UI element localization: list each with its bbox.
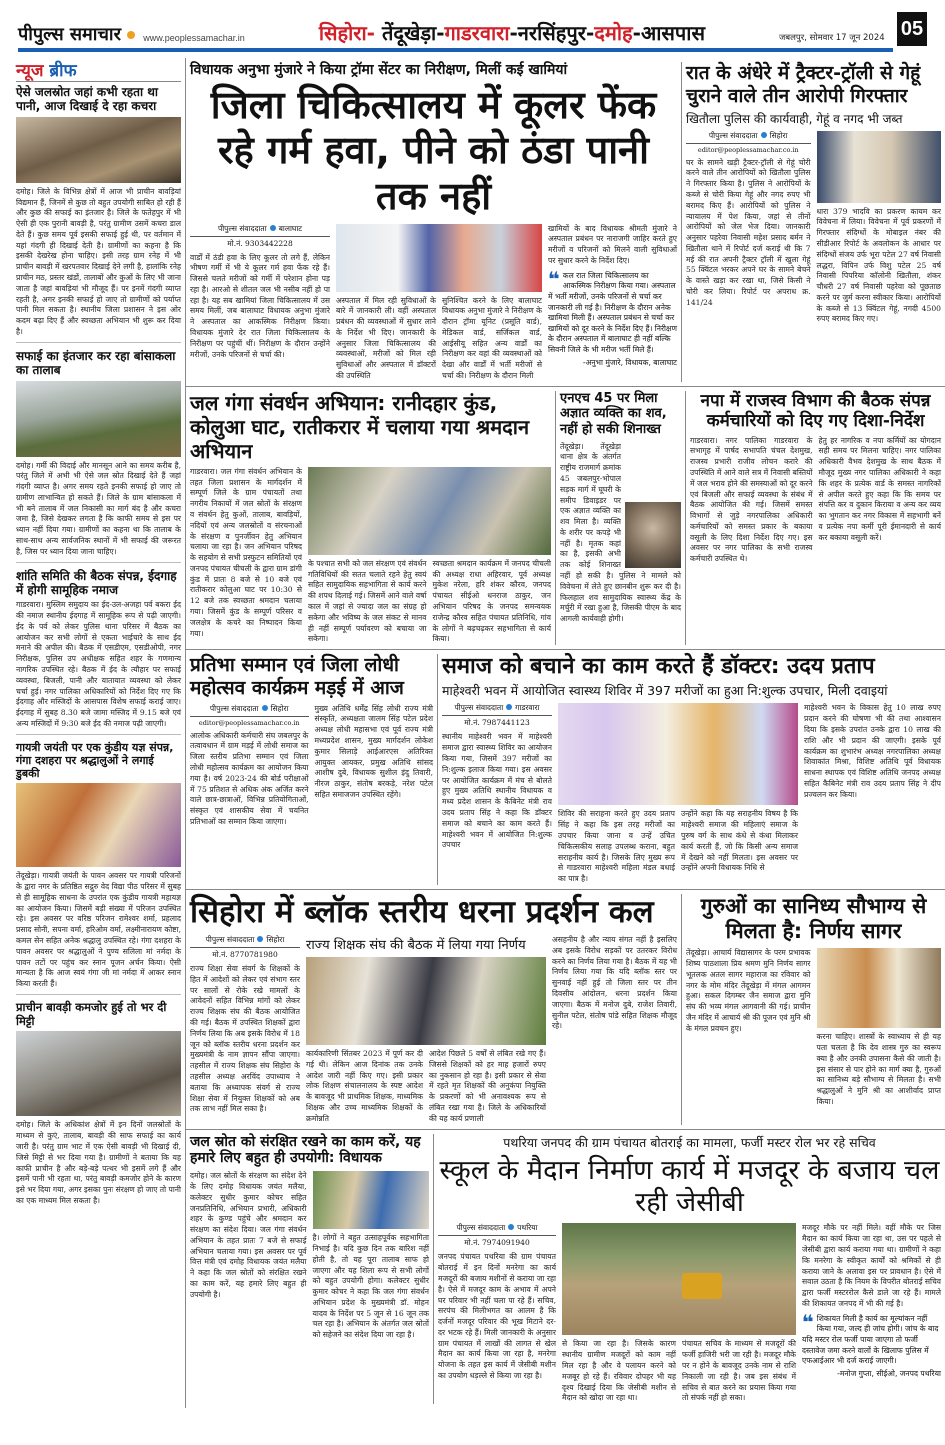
tractor-story: [682, 62, 945, 382]
article-body: गाडरवारा। नगर पालिका गाडरवारा के सभागृह में पार्षद सभापति चंचल देशमुख, राजस्व प्रभारी राजीव लोचन करारे की उपस्थिति में आने वाले सत्र में निवासी बस्तियों में जल भराव होने की समस्याओं को दूर करने एवं बिजली और सफाई व्यवस्था के संबंध में बैठक आयोजित की गई। जिसमें समस्त विभागों से जुड़े नगरपालिका अधिकारी कर्मचारियों को समस्त प्रकार के बकाया वसूली के लिए दिशा निर्देश दिए गए। इस अवसर पर नगर पालिका के सभी राजस्व कर्मचारी उपस्थित थे।: [690, 435, 813, 564]
article-body: पंचायत सचिव के माध्यम से मजदूरों की फर्जी हाजिरी भरी जा रही है। मजदूर मौके पर न होने के बावजूद उनके नाम से राशि निकाली जा रही है। जब इस संबंध में सचिव से बात करने का प्रयास किया गया तो संपर्क नहीं हो सका।: [682, 1339, 796, 1403]
samaj-story: [438, 654, 945, 885]
reporter: पीपुल्स संवाददाता: [209, 703, 259, 713]
quote-text: कल रात जिला चिकित्सालय का आकस्मिक निरीक्षण किया गया। अस्पताल में भर्ती मरीजों, उनके परिजनों से चर्चा कर जानकारी ली गई है। निरीक्षण के दौरान अनेक खामियां मिली हैं। अस्पताल प्रबंधन से चर्चा कर खामियों को दूर करने के निर्देश दिए हैं। निरीक्षण के दौरान अस्पताल में बालाघाट ही नहीं बल्कि सिवनी जिले के भी मरीज भर्ती मिले हैं।: [548, 270, 677, 355]
row: [186, 1130, 945, 1408]
brief-label-brief: ब्रीफ: [49, 61, 77, 81]
masthead: [0, 0, 945, 52]
article-body: घर के सामने खड़ी ट्रैक्टर-ट्रॉली से गेहूं चोरी करने वाले तीन आरोपियों को खितौला पुलिस ने गिरफ्तार किया है। पुलिस ने आरोपियों के कब्जे से चोरी किया गेहूं और नगद रुपए भी बरामद किए हैं। आरोपियों को पुलिस ने न्यायालय में पेश किया, जहां से तीनों आरोपियों को जेल भेज दिया। जानकारी अनुसार पहरेवा निवासी महेश प्रसाद बर्मन ने खितौला थाने में रिपोर्ट दर्ज कराई थी कि 7 मई की रात अपनी ट्रैक्टर ट्रॉली में खुला गेहूं 55 क्विंटल भरकर अपने घर के सामने बेचने के वास्ते खड़ा कर रखा था, जिसे किसी ने चोरी कर लिया। रिपोर्ट पर अपराध क्र. 141/24: [686, 157, 811, 307]
region-part: दमोह: [594, 21, 633, 45]
teachers-meeting-photo: [306, 957, 546, 1045]
school-kicker: पथरिया जनपद की ग्राम पंचायत बोतराई का मामला, फर्जी मस्टर रोल भर रहे सचिव: [503, 1134, 876, 1150]
bullet-icon: [506, 704, 512, 710]
column: [336, 224, 542, 382]
quote-attribution: -मनोज गुप्ता, सीईओ, जनपद पथरिया: [837, 1368, 941, 1378]
dharna-subhead: राज्य शिक्षक संघ की बैठक में लिया गया निर्णय: [306, 938, 526, 954]
pratibha-story: [186, 654, 438, 885]
guruon-headline: गुरुओं का सानिध्य सौभाग्य से मिलता है: निर्णय सागर: [700, 893, 927, 944]
pond-photo: [16, 381, 181, 457]
mobile-number: मो.नं. 8770781980: [212, 950, 278, 960]
column: [306, 935, 546, 1124]
pull-quote: [548, 266, 677, 369]
brief-body: गाडरवारा। मुस्लिम समुदाय का ईद-उल-अजहा पर्व बकरा ईद की नमाज स्थानीय ईदगाह में सामूहिक रूप से पढ़ी जाएगी। ईद के पर्व को लेकर पुलिस थाना परिसर में बैठक का आयोजन कर सभी लोगों से एकता भाईचारे के साथ ईद मनाने की अपील की। बैठक में एसडीएम, एसडीओपी, नगर निरीक्षक, पुलिस उप अधीक्षक सहित शहर के गणमान्य नागरिक उपस्थित रहे। बैठक में ईद के त्यौहार पर सफाई व्यवस्था, बिजली, पानी और यातायात व्यवस्था को लेकर चर्चा हुई। नगर पालिका अधिकारियों को निर्देश दिए गए कि ईदगाह और मस्जिदों के आसपास विशेष सफाई कराई जाए। ईदगाह में सुबह 8.30 बजे जामा मस्जिद में 9.15 बजे एवं अन्य मस्जिदों में 9:30 बजे ईद की नमाज पढ़ी जाएगी।: [16, 600, 181, 728]
dharna-story: [186, 894, 682, 1125]
place: सिहोरा: [266, 935, 285, 945]
region-part: तेंदूखेड़ा-: [374, 21, 445, 45]
brief-headline: सफाई का इंतजार कर रहा बांसाकला का तालाब: [16, 348, 176, 378]
website-link[interactable]: www.peoplessamachar.in: [143, 33, 245, 43]
article-body: स्वच्छता श्रमदान कार्यक्रम में जनपद चीचली की अध्यक्ष राधा अहिरवार, पूर्व अध्यक्ष मुकेश नरेला, हरि शंकर कौरव, जनपद पंचायत सीईओ धनराज ठाकुर, जन अभियान परिषद के जनपद समन्वयक राजेन्द्र कौरव सहित पंचायत प्रतिनिधि, गांव के लोगों ने बढ़चढ़कर सहभागिता से कार्य किया।: [432, 558, 551, 644]
dateline: जबलपुर, सोमवार 17 जून 2024: [779, 33, 885, 43]
mobile-number: मो.नं. 7974091940: [464, 1238, 530, 1248]
mobile-number: मो.नं. 9303442228: [227, 238, 293, 248]
guruon-story: [682, 894, 945, 1125]
brief-item: [16, 1001, 181, 1211]
bullet-icon: [257, 936, 263, 942]
article-body: खामियों के बाद विधायक श्रीमती मुंजारे ने अस्पताल प्रबंधन पर नाराजगी जाहिर करते हुए मरीजों व परिजनों को मिलने वाली सुविधाओं पर सुधार करने के निर्देश दिए।: [548, 223, 677, 265]
jal-srot-story: [186, 1134, 434, 1404]
pratibha-headline: प्रतिभा सम्मान एवं जिला लोधी महोत्सव कार्यक्रम मड़ई में आज: [190, 654, 404, 699]
brief-headline: प्राचीन बावड़ी कमजोर हुई तो भर दी मिट्टी: [16, 999, 167, 1028]
seized-wheat-photo: [817, 131, 942, 203]
napa-story: [686, 391, 945, 645]
news-brief-column: [16, 58, 186, 1408]
byline: [686, 131, 811, 144]
article-body: कार्यकारिणी सिंतबर 2023 में पूर्ण कर दी गई थी। लेकिन आज दिनांक तक उनके आदेश जारी नहीं किए गए। इसी प्रकार लोक शिक्षण संचालनालय के स्पष्ट आदेश के बावजूद भी प्राथमिक शिक्षक, माध्यमिक शिक्षक और उच्च माध्यमिक शिक्षकों के क्रमोन्नति: [306, 1049, 423, 1123]
nh45-headline: एनएच 45 पर मिला अज्ञात व्यक्ति का शव, नहीं हो सकी शिनाख्त: [560, 390, 667, 438]
logo-emblem-icon: [127, 31, 135, 39]
column: [817, 948, 942, 1107]
article-body: दमोह। जल स्रोतों के संरक्षण का संदेश देने के लिए दमोह विधायक जयंत मलैया, कलेक्टर सुधीर कुमार कोचर सहित जनप्रतिनिधि, अभियान प्रभारी, अधिकारी शहर के कुण्ड पहुंचे और श्रमदान कर संरक्षण का संदेश दिया। जल गंगा संवर्धन अभियान के तहत प्रातः 7 बजे से सफाई अभियान चलाया गया। इस अवसर पर पूर्व वित्त मंत्री एवं दमोह विधायक जयंत मलैया ने कहा कि जल स्रोतों को संरक्षित रखने का काम करें, यह हमारे लिए बहुत ही उपयोगी है।: [190, 1171, 307, 1299]
column: [190, 224, 330, 382]
place: सिहोरा: [270, 703, 289, 713]
shramdaan-photo: [308, 467, 551, 555]
reporter: पीपुल्स संवाददाता: [217, 223, 267, 233]
reporter: पीपुल्स संवाददाता: [708, 130, 758, 140]
region-title: [253, 19, 771, 46]
column: [313, 1171, 430, 1341]
article-body: उन्होंने कहा कि यह सराहनीय विषय है कि माहेश्वरी समाज की महिलाएं समाज के पुरुष वर्ग के साथ कंधे से कंधा मिलाकर कार्य करती हैं, जो कि किसी अन्य समाज में देखने को नहीं मिलता। इस अवसर पर उन्होंने अपनी विधायक निधि से: [681, 809, 798, 873]
article-body: माहेश्वरी भवन के विकास हेतु 10 लाख रुपए प्रदान करने की घोषणा भी की तथा आश्वासन दिया कि इसके उपरांत उनके द्वारा 10 लाख की राशि और भी प्रदान की जाएगी। इसके पूर्व कार्यक्रम का शुभारंभ अध्यक्ष नगरपालिका अध्यक्ष शिवाकांत मिश्रा, विशिष्ट अतिथि पूर्व विधायक साधना स्थापक एवं विशिष्ट अतिथि जनपद अध्यक्ष सहित कैबिनेट मंत्री राव उदय प्रताप सिंह ने दीप प्रज्वलन कर किया।: [804, 703, 941, 799]
article-body: है। लोगों ने बहुत उत्साहपूर्वक सहभागिता निभाई है। यदि कुछ दिन तक बारिश नहीं होती है, तो यह पूरा तालाब साफ हो जाएगा और यह शिला रूप से सभी लोगों को बहुत उपयोगी होगा। कलेक्टर सुधीर कुमार कोचर ने कहा कि जल गंगा संवर्धन अभियान प्रदेश के मुख्यमंत्री डॉ. मोहन यादव के निर्देश पर 5 जून से 16 जून तक चल रहा है। अभियान के अंतर्गत जल स्रोतों को सहेजने का संदेश दिया जा रहा है।: [312, 1233, 429, 1340]
column: [562, 1223, 796, 1404]
mla-shramdaan-photo: [313, 1171, 430, 1229]
place: सिहोरा: [769, 130, 788, 140]
brief-body: तेंदूखेड़ा। गायत्री जयंती के पावन अवसर पर गायत्री परिजनों के द्वारा नगर के प्रतिष्ठित सद्गुरु वेद विद्या पीठ परिसर में सुबह से ही सामूहिक साधना के उपरांत एक कुंडीय गायत्री महायज्ञ का आयोजन किया। जिसमें बड़ी संख्या में परिजन उपस्थित रहे। इस अवसर पर वरिष्ठ परिजन रामेश्वर शर्मा, प्रहलाद प्रसाद सोनी, सपना वर्मा, हरिओम वर्मा, लक्ष्मीनारायण कोष्टा, कमल सेन सहित अनेक श्रद्धालु उपस्थित रहे। गंगा दशहरा के पावन अवसर पर श्रद्धालुओं ने पुण्य सलिला मां नर्मदा के पावन तटों पर पहुंच कर स्नान पूजन अर्चन किया। ऐसी मान्यता है कि आज स्वयं गंगा जी मां नर्मदा में आकर स्नान किया करती हैं।: [16, 871, 181, 989]
hospital-inspection-photo: [336, 224, 542, 292]
brief-item: [16, 85, 181, 343]
header-rule: [18, 48, 893, 52]
pull-quote: [802, 1309, 941, 1380]
stepwell-photo: [16, 117, 181, 183]
article-body: जनपद पंचायत पथरिया की ग्राम पंचायत बोतराई में इन दिनों मनरेगा का कार्य मजदूरों की बजाय मशीनों से कराया जा रहा है। ऐसे में मजदूर काम के अभाव में अपने घर परिवार भी नहीं चला पा रहे हैं। सचिव, सरपंच की मिलीभगत का आलम है कि दर्जनों मजदूर परिवार की भूख मिटाने दर-दर भटक रहे हैं। मिली जानकारी के अनुसार ग्राम पंचायत में लाखों की लागत से खेल मैदान का कार्य किया जा रहा है, मनरेगा योजना के तहत इस कार्य में जेसीबी मशीन का उपयोग धड़ल्ले से किया जा रहा है।: [438, 1252, 556, 1380]
yagna-photo: [16, 783, 181, 867]
brief-headline: गायत्री जयंती पर एक कुंडीय यज्ञ संपन्न, गंगा दशहरा पर श्रद्धालुओं ने लगाई डुबकी: [16, 740, 174, 781]
article-body: धारा 379 भादवि का प्रकरण कायम कर विवेचना में लिया। विवेचना में पूर्व प्रकरणों में गिरफ्तार संदिग्धों के मोबाइल नंबर की सीडीआर रिपोर्ट के अवलोकन के आधार पर संदिग्धों संजय उर्फ भूरा पटेल 27 वर्ष निवासी लद्धरा, विपिन उर्फ विशु पटेल 25 वर्ष निवासी पिपरिया कॉलोनी खितौला, शंकर चौधरी 27 वर्ष निवासी पहरेवा को पूछताछ करने पर जुर्म करना स्वीकार किया। आरोपियों के कब्जे से 13 क्विंटल गेहूं, नगदी 4500 रुपए बरामद किए गए।: [816, 206, 941, 324]
brief-body: दमोह। जिले के विभिन्न क्षेत्रों में आज भी प्राचीन बावड़ियां विद्यमान हैं, जिनमें से कुछ तो बहुत उपयोगी साबित हो रही हैं और कुछ की सफाई का इंतजार है। जिले के फतेहपुर में भी ऐसी ही एक पुरानी बावड़ी है, परंतु ग्रामीण उसमें कचरा डाल देते हैं। कुछ समय पूर्व इसकी सफाई हुई थी, पर वर्तमान में यहां गंदगी ही दिखाई देती है। ग्रामीणों का कहना है कि इसकी देखरेख होना चाहिए। इसी तरह ग्राम रनेह में भी प्राचीन बावड़ी में खरपतवार दिखाई देने लगी है, हालांकि रनेह प्राचीन मठ, प्रस्तर खंडों, तालाबों और कुओं के लिए भी जाना जाता है जहां बावड़ियां भी मौजूद हैं। पर इनमें गंदगी व्याप्त रहती है, अगर इनकी सफाई हो जाए तो ग्रामीणों को पर्याप्त पानी मिल सकता है। स्थानीय जिला प्रशासन ने इस ओर कदम बढ़ा दिए हैं और स्वच्छता अभियान भी शुरू कर दिया है।: [16, 186, 181, 336]
column: [190, 935, 300, 1124]
quote-text: शिकायत मिली है कार्य का मूल्यांकन नहीं किया गया, जल्द ही जांच होगी। जांच के बाद यदि मस्टर रोल फर्जी पाया जाएगा तो फर्जी दस्तावेज जमा करने वालों के खिलाफ पुलिस में एफआईआर भी दर्ज कराई जाएगी।: [802, 1313, 939, 1366]
article-body: मुख्य अतिथि धर्मेंद्र सिंह लोधी राज्य मंत्री संस्कृति, अध्यक्षता जालम सिंह पटेल प्रदेश अध्यक्ष लोधी महासभा एवं पूर्व राज्य मंत्री मध्यप्रदेश शासन, मुख्य मार्गदर्शन लोकेश कुमार सिलाड़े आईआरएस अतिरिक्त आयुक्त आयकर, प्रमुख अतिथि सांसद आशीष दुबे, विधायक सुशील इंदु तिवारी, नीरज ठाकुर, संतोष बरकड़े, नरेश पटेल सहित समाजजन उपस्थित रहेंगे।: [314, 703, 433, 799]
row: [186, 890, 945, 1130]
article-body: के पश्चात सभी को जल संरक्षण एवं संवर्धन गतिविधियों की सतत चलाते रहने हेतु स्वयं सहित सामुदायिक सहभागिता से कार्य करने की शपथ दिलाई गई। जिसमें आने वाले वर्षा काल में जहां से ज्यादा जल का संग्रह हो सकेगा और भविष्य के जल संकट से मानव ही नहीं सम्पूर्ण पर्यावरण को बचाया जा सकेगा।: [308, 558, 427, 644]
email-link[interactable]: editor@peoplessamachar.co.in: [697, 145, 799, 154]
reporter: पीपुल्स संवाददाता: [456, 1223, 506, 1233]
place: बालाघाट: [278, 223, 303, 233]
reporter: पीपुल्स संवाददाता: [454, 703, 504, 713]
quote-attribution: -अनुभा मुंजारे, विधायक, बालाघाट: [582, 357, 677, 367]
top-story-kicker: विधायक अनुभा मुंजारे ने किया ट्रॉमा सेंटर का निरीक्षण, मिलीं कई खामियां: [190, 62, 568, 78]
article-body: शिविर की सराहना करते हुए उदय प्रताप सिंह ने कहा कि इस तरह मरीजों का उपचार किया जाना व उन्हें उचित चिकित्सकीय सलाह उपलब्ध कराना, बहुत सराहनीय कार्य है। जिसके लिए मुख्य रूप से गाडरवारा माहेश्वरी महिला मंडल बधाई का पात्र है।: [558, 809, 675, 884]
region-part: सिहोरा-: [318, 21, 375, 45]
jal-ganga-headline: जल गंगा संवर्धन अभियान: रानीदहार कुंड, कोलुआ घाट, रातीकरार में चलाया गया श्रमदान अभियान: [190, 390, 530, 463]
article-body: असहनीय है और न्याय संगत नहीं है इसलिए अब इसके विरोध सड़कों पर उतरकर विरोध करने का निर्णय लिया गया है। बैठक में यह भी निर्णय लिया गया कि यदि ब्लॉक स्तर पर सुनवाई नहीं हुई तो जिला स्तर पर तीन दिवसीय आंदोलन, धरना प्रदर्शन किया जाएगा। बैठक में मनोज दुबे, राजेश तिवारी, सुनील पटेल, संतोष पांडे सहित शिक्षक मौजूद रहे।: [552, 935, 677, 1031]
article-body: गाडरवारा। जल गंगा संवर्धन अभियान के तहत जिला प्रशासन के मार्गदर्शन में सम्पूर्ण जिले के ग्राम पंचायतों तथा नगरीय निकायों में जल स्रोतों के संरक्षण व संवर्धन हेतु कुओं, तालाब, बावड़ियों, नदियों एवं अन्य जलस्रोतों व संरचनाओं के संरक्षण व पुनर्जीवन हेतु अभियान चलाया जा रहा है। जन अभियान परिषद के सहयोग से सभी प्रस्फुटन समितियों एवं जनपद पंचायत चीचली के द्वारा ग्राम डांगी कुंड में प्रातः 8 बजे से 10 बजे एवं रातीकरार कोलुआ घाट पर 10:30 से 12 बजे तक स्वच्छता श्रमदान चलाया गया। जिसमें कुंड के सम्पूर्ण परिसर व जलक्षेत्र के कचरे का निष्पादन किया गया।: [190, 466, 302, 638]
column: [558, 703, 798, 884]
brief-item: [16, 741, 181, 995]
byline: [190, 935, 300, 948]
article-body: राज्य शिक्षा सेवा संवर्ग के शिक्षकों के हित में आदेशों को लेकर एवं संभाग स्तर पर सालों से रोके रखे मामलों के आवेदनों सहित विभिन्न मांगों को लेकर राज्य शिक्षक संघ की बैठक आयोजित की गई। बैठक में उपस्थित शिक्षकों द्वारा निर्णय लिया कि अब इसके विरोध में 18 जून को ब्लॉक स्तरीय धरना प्रदर्शन कर मुख्यमंत्री के नाम ज्ञापन सौंपा जाएगा। तहसील में राज्य शिक्षक संघ सिहोरा के तहसील अध्यक्ष अरविंद उपाध्याय ने बताया कि अध्यापक संवर्ग से राज्य शिक्षा सेवा में नियुक्त शिक्षकों को अब तक लाभ नहीं मिल सका है।: [190, 964, 300, 1114]
email-link[interactable]: editor@peoplessamachar.co.in: [198, 718, 300, 727]
jcb-machine: [682, 1273, 722, 1299]
page-number: 05: [897, 12, 927, 46]
byline: [438, 1223, 556, 1236]
article-body: आदेश पिछले 5 वर्षों से लंबित रखे गए हैं। जिससे शिक्षकों को हर माह हजारों रुपए का नुकसान हो रहा है। इसी प्रकार से सेवा में रहते मृत शिक्षकों की अनुकंपा नियुक्ति के प्रकरणों को भी अनावश्यक रूप से लंबित रखा गया है। जिले के अधिकारियों की यह कार्य प्रणाली: [429, 1049, 546, 1123]
tractor-headline: रात के अंधेरे में ट्रैक्टर-ट्रॉली से गेहूं चुराने वाले तीन आरोपी गिरफ्तार: [686, 62, 921, 107]
top-story-headline: जिला चिकित्सालय में कूलर फेंक रहे गर्म हवा, पीने को ठंडा पानी तक नहीं: [210, 82, 657, 218]
top-story: [186, 62, 682, 382]
jal-ganga-story: [186, 391, 556, 645]
newspaper-logo: [18, 22, 135, 46]
bullet-icon: [761, 132, 767, 138]
bullet-icon: [508, 1224, 514, 1230]
dharna-headline: सिहोरा में ब्लॉक स्तरीय धरना प्रदर्शन कल: [190, 893, 654, 930]
samaj-subhead: माहेश्वरी भवन में आयोजित स्वास्थ्य शिविर में 397 मरीजों का हुआ नि:शुल्क उपचार, मिली दवाइयां: [442, 683, 888, 699]
column: [548, 224, 677, 382]
article-body: सुनिश्चित करने के लिए बालाघाट विधायक अनुभा मुंजारे ने निरीक्षण के दौरान ट्रॉमा यूनिट (प्रसूति वार्ड), मेडिकल वार्ड, सर्जिकल वार्ड, आईसीयू सहित अन्य वार्डों का निरीक्षण कर वहां की व्यवस्थाओं को देखा और वार्डों में भर्ती मरीजों से चर्चा की। निरीक्षण के दौरान मिली: [442, 295, 542, 381]
brief-headline: शांति समिति की बैठक संपन्न, ईदगाह में होगी सामूहिक नमाज: [16, 568, 177, 597]
byline: [190, 704, 309, 717]
brief-headline: ऐसे जलस्रोत जहां कभी रहता था पानी, आज दिखाई दे रहा कचरा: [16, 85, 159, 114]
column: [802, 1223, 941, 1404]
place: गाडरवारा: [515, 703, 540, 713]
quote-icon: ❝: [548, 266, 560, 291]
nh45-story: [556, 391, 686, 645]
napa-headline: नपा में राजस्व विभाग की बैठक संपन्न कर्मचारियों को दिए गए दिशा-निर्देश: [700, 390, 931, 432]
column: [438, 1223, 556, 1404]
school-headline: स्कूल के मैदान निर्माण कार्य में मजदूर के बजाय चल रही जेसीबी: [439, 1154, 940, 1218]
logo-text: पीपुल्स समाचार: [18, 24, 121, 45]
brief-label-news: न्यूज: [16, 61, 44, 81]
region-part: -नरसिंहपुर-: [509, 21, 595, 45]
tractor-subhead: खितौला पुलिस की कार्यवाही, गेहूं व नगद भी जब्त: [686, 111, 903, 126]
muni-photo: [817, 948, 942, 1028]
brief-body: दमोह। गर्मी की विदाई और मानसून आने का समय करीब है, परंतु जिले में अभी भी ऐसे जल स्रोत दिखाई देते हैं जहां गंदगी व्याप्त है। अगर समय रहते इनकी सफाई हो जाए तो ग्रामीण लाभान्वित हो सकते हैं। जिले के ग्राम बांसाकला में भी बने तालाब में जल निकासी का मार्ग बंद है और कचरा जमा है, जिसे देखकर लगता है कि काफी समय से इस पर ध्यान नहीं दिया गया। ग्रामीणों का कहना था कि तालाब के साथ-साथ अन्य सार्वजनिक स्थानों में भी सफाई की जरूरत है, जिस पर ध्यान दिया जाना चाहिए।: [16, 460, 181, 556]
quote-icon: ❝: [802, 1309, 814, 1334]
column: [686, 131, 811, 326]
row: [186, 650, 945, 890]
article-body: से किया जा रहा है। जिसके कारण स्थानीय ग्रामीण मजदूरों को काम नहीं मिल रहा है और वे पलायन करने को मजबूर हो रहे हैं। रविवार दोपहर भी यह दृश्य दिखाई दिया कि जेसीबी मशीन से मैदान को खोदा जा रहा था।: [562, 1339, 676, 1403]
main-content: [186, 58, 945, 1408]
article-body: आलोक अधिकारी कर्मचारी संघ जबलपुर के तत्वावधान में ग्राम मड़ई में लोधी समाज का जिला स्तरीय प्रतिभा सम्मान एवं जिला लोधी महोत्सव कार्यक्रम का आयोजन किया गया है। वर्ष 2023-24 की बोर्ड परीक्षाओं में 75 प्रतिशत से अधिक अंक अर्जित करने वाले छात्र-छात्राओं, विभिन्न प्रतियोगिताओं, संस्कृत एवं शासकीय सेवा में चयनित प्रतिभाओं का सम्मान किया जाएगा।: [190, 730, 309, 826]
row: [186, 387, 945, 650]
samaj-headline: समाज को बचाने का काम करते हैं डॉक्टर: उदय प्रताप: [442, 654, 875, 680]
column: [442, 703, 552, 884]
bullet-icon: [262, 705, 268, 711]
byline: [190, 224, 330, 237]
row: [186, 58, 945, 387]
old-stepwell-photo: [16, 1031, 181, 1116]
health-camp-photo: [558, 703, 798, 805]
article-body: करना चाहिए। शास्त्रों के स्वाध्याय से ही यह पता चलता है कि देव शास्त्र गुरु का स्वरूप क्या है और उनकी उपासना कैसे की जाती है। इस संसार से पार होने का मार्ग क्या है, गुरुओं का सानिध्य बड़े सौभाग्य से मिलता है। सभी श्रद्धालुओं ने मुनि श्री का आशीर्वाद प्राप्त किया।: [816, 1032, 941, 1106]
brief-item: [16, 569, 181, 735]
article-body: मजदूर मौके पर नहीं मिले। वहीं मौके पर जिस मैदान का कार्य किया जा रहा था, उस पर पहले से जेसीबी द्वारा कार्य कराया गया था। ग्रामीणों ने कहा कि मनरेगा के स्वीकृत कार्यों को श्रमिकों से ही कराया जाने के अलावा इस पर प्रावधान है। ऐसे में सवाल उठता है कि नियम के विपरीत बोतराई सचिव द्वारा फर्जी मस्टररोल कैसे डाले जा रहे हैं। मामले की शिकायत जनपद में भी की गई है।: [802, 1223, 941, 1308]
place: पथरिया: [517, 1223, 538, 1233]
bullet-icon: [270, 225, 276, 231]
jcb-site-photo: [562, 1223, 796, 1335]
article-body: तेंदूखेड़ा। आचार्य विद्यासागर के परम प्रभावक शिष्य पाठशाला प्रिय श्रमण मुनि निर्णय सागर भूतलक अतल सागर महाराज का रविवार को नगर के मोम मंदिर तेंदूखेड़ा में मंगल आगमन हुआ। सकल दिगम्बर जैन समाज द्वारा मुनि संघ की भव्य मंगल आगवानी की गई। प्राचीन जैन मंदिर में आचार्य श्री की पूजन एवं मुनि श्री के मंगल प्रवचन हुए।: [686, 948, 811, 1033]
brief-item: [16, 349, 181, 563]
news-brief-label: [16, 58, 181, 82]
byline: [442, 703, 552, 716]
brief-body: दमोह। जिले के अधिकांश क्षेत्रों में इन दिनों जलस्रोतों के माध्यम से कुएं, तालाब, बावड़ी की साफ सफाई का कार्य जारी है। परंतु ग्राम भाट में एक ऐसी बावड़ी भी दिखाई दी, जिसे मिट्टी से भर दिया गया है। ग्रामीणों ने बताया कि यह काफी प्राचीन है और बड़े-बड़े पत्थर भी इसमें लगे हैं और इसमें पानी भी रहता था, परंतु बावड़ी कमजोर होने के कारण इसे भर दिया गया, अगर इसका पुनः संरक्षण हो जाए तो पानी का एक माध्यम मिल सकता है।: [16, 1120, 181, 1205]
column: [190, 704, 309, 828]
article-body: हेतु हर नागरिक व नपा कर्मियों का योगदान सही समय पर मिलना चाहिए। नगर पालिका अधिकारी वैभव देशमुख के साथ बैठक में मौजूद मुख्य नगर पालिका अधिकारी ने कहा कि शहर के प्रत्येक वार्ड के समस्त नागरिकों से अपील करते हुए कहा कि कि समय पर संपत्ति कर व दुकान किराया व अन्य कर व्यय का भुगतान कर नगर विकास में सहभागी बनें व प्रत्येक नपा कर्मी पूरी ईमानदारी से कार्य कर बकाया वसूली करें।: [818, 435, 941, 542]
column: [817, 131, 942, 326]
article-body: तेंदूखेड़ा। तेंदूखेड़ा थाना क्षेत्र के अंतर्गत राष्ट्रीय राजमार्ग क्रमांक 45 जबलपुर-भोपाल सड़क मार्ग में घूघरी के समीप डिवाइडर पर एक अज्ञात व्यक्ति का शव मिला है। व्यक्ति के शरीर पर कपड़े भी नहीं है। मृतक कहां का है, इसकी अभी तक कोई शिनाख्त नहीं हो सकी है। पुलिस ने मामले को विवेचना में लेते हुए छानबीन शुरू कर दी है। फिलहाल शव सामुदायिक स्वास्थ्य केंद्र के मर्चुरी में रखा हुआ है, जिसकी पीएम के बाद आगली कार्यवाही होगी।: [560, 441, 681, 624]
region-part: -आसपास: [632, 21, 705, 45]
mobile-number: मो.नं. 7987441123: [464, 718, 530, 728]
jal-srot-headline: जल स्रोत को संरक्षित रखने का काम करें, यह हमारे लिए बहुत ही उपयोगी: विधायक: [190, 1133, 421, 1167]
article-body: वार्डों में ठंडी हवा के लिए कूलर तो लगे हैं, लेकिन भीषण गर्मी में भी ये कूलर गर्म हवा फेंक रहे हैं। जिससे चलते मरीजों को गर्मी में परेशान होना पड़ रहा है। आरओ से शीतल जल भी नसीब नहीं हो पा रहा है। यह सब खामियां जिला चिकित्सालय में उस समय मिलीं, जब बालाघाट विधायक अनुभा मुंजारे ने अस्पताल का आकस्मिक निरीक्षण किया। विधायक मुंजारे देर रात जिला चिकित्सालय के निरीक्षण पर पहुंचीं थीं। निरीक्षण के दौरान उन्होंने मरीजों, उनके परिजनों से चर्चा की।: [190, 252, 330, 359]
victim-photo: [625, 502, 681, 568]
school-story: [434, 1134, 945, 1404]
reporter: पीपुल्स संवाददाता: [205, 935, 255, 945]
article-body: अस्पताल में मिल रही सुविधाओं के बारे में जानकारी ली। वहीं अस्पताल प्रबंधन की व्यवस्थाओं में सुधार लाने के निर्देश भी दिए। जानकारी के अनुसार जिला चिकित्सालय की व्यवस्थाओं, मरीजों को मिल रही सुविधाओं और अस्पताल में डॉक्टरों की उपस्थिति: [336, 295, 436, 381]
article-body: स्थानीय माहेश्वरी भवन में माहेश्वरी समाज द्वारा स्वास्थ्य शिविर का आयोजन किया गया, जिसमें 397 मरीजों का नि:शुल्क इलाज किया गया। इस अवसर पर आयोजित कार्यक्रम में मंच से बोलते हुए मुख्य अतिथि स्थानीय विधायक व मध्य प्रदेश शासन के कैबिनेट मंत्री राव उदय प्रताप सिंह ने कहा कि डॉक्टर समाज को बचाने का काम करते हैं। माहेश्वरी भवन में आयोजित नि:शुल्क उपचार: [442, 732, 552, 850]
region-part: गाडरवारा: [444, 21, 510, 45]
column: [308, 467, 551, 645]
